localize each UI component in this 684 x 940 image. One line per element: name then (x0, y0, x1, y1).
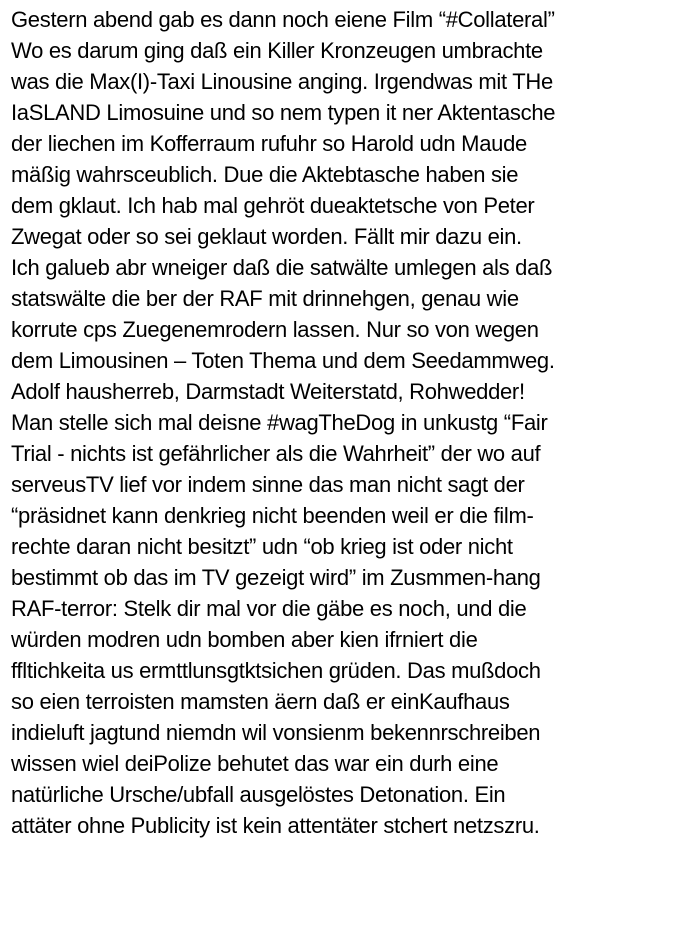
text-line: serveusTV lief vor indem sinne das man nicht sagt der (11, 472, 525, 497)
text-line: so eien terroisten mamsten äern daß er einKaufhaus (11, 689, 510, 714)
text-line: korrute cps Zuegenemrodern lassen. Nur so von wegen (11, 317, 539, 342)
text-line: IaSLAND Limosuine und so nem typen it ner Aktentasche (11, 100, 556, 125)
text-line: dem gklaut. Ich hab mal gehröt dueaktetsche von Peter (11, 193, 535, 218)
text-line: wissen wiel deiPolize behutet das war ein durh eine (11, 751, 499, 776)
text-line: Wo es darum ging daß ein Killer Kronzeugen umbrachte (11, 38, 543, 63)
text-line: indieluft jagtund niemdn wil vonsienm bekennrschreiben (11, 720, 541, 745)
text-line: mäßig wahrsceublich. Due die Aktebtasche haben sie (11, 162, 519, 187)
text-page (11, 4, 679, 936)
text-line: Adolf hausherreb, Darmstadt Weiterstatd, Rohwedder! (11, 379, 525, 404)
text-line: bestimmt ob das im TV gezeigt wird” im Zusmmen-hang (11, 565, 541, 590)
text-line: ffltichkeita us ermttlunsgtktsichen grüden. Das mußdoch (11, 658, 541, 683)
text-line: statswälte die ber der RAF mit drinnehgen, genau wie (11, 286, 519, 311)
text-line: Trial - nichts ist gefährlicher als die Wahrheit” der wo auf (11, 441, 541, 466)
text-line: “präsidnet kann denkrieg nicht beenden weil er die film- (11, 503, 534, 528)
text-line: Ich galueb abr wneiger daß die satwälte umlegen als daß (11, 255, 553, 280)
text-line: Zwegat oder so sei geklaut worden. Fällt mir dazu ein. (11, 224, 522, 249)
text-line: Gestern abend gab es dann noch eiene Film “#Collateral” (11, 7, 555, 32)
text-line: dem Limousinen – Toten Thema und dem Seedammweg. (11, 348, 555, 373)
text-line: was die Max(I)-Taxi Linousine anging. Irgendwas mit THe (11, 69, 553, 94)
text-line: natürliche Ursche/ubfall ausgelöstes Detonation. Ein (11, 782, 506, 807)
text-line: der liechen im Kofferraum rufuhr so Harold udn Maude (11, 131, 527, 156)
text-line: rechte daran nicht besitzt” udn “ob krieg ist oder nicht (11, 534, 513, 559)
text-line: attäter ohne Publicity ist kein attentäter stchert netzszru. (11, 813, 540, 838)
text-line: RAF-terror: Stelk dir mal vor die gäbe es noch, und die (11, 596, 527, 621)
text-line: würden modren udn bomben aber kien ifrniert die (11, 627, 478, 652)
text-line: Man stelle sich mal deisne #wagTheDog in unkustg “Fair (11, 410, 548, 435)
